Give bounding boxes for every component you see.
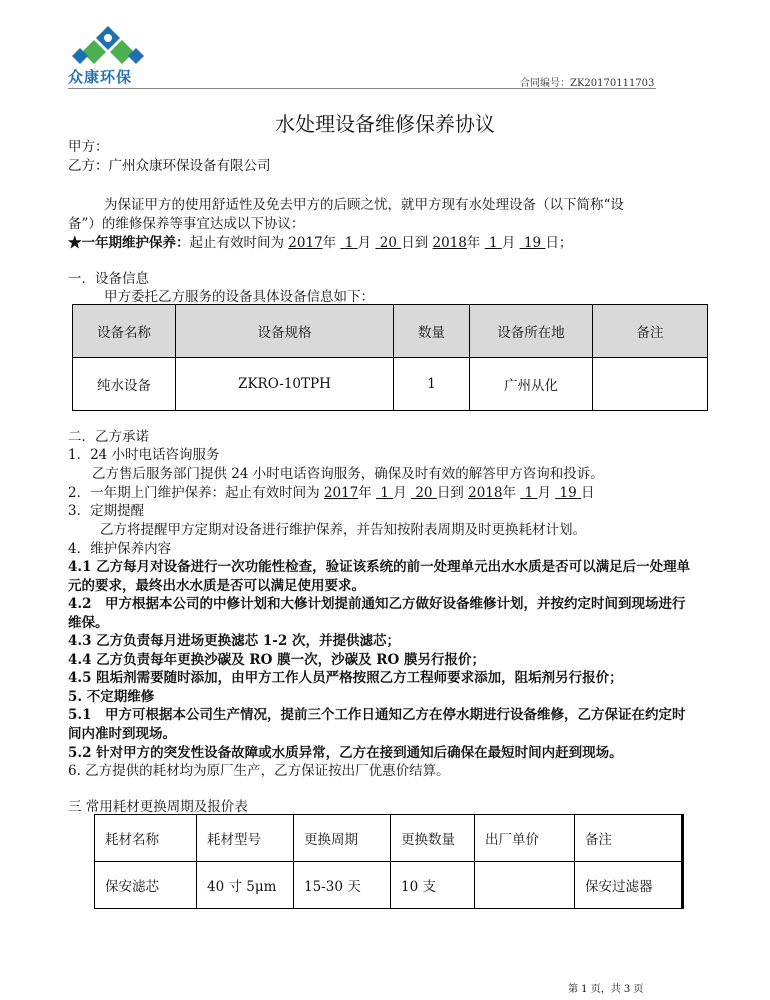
- table-cell: 保安滤芯: [95, 862, 197, 909]
- item-4: 4．维护保养内容: [68, 541, 172, 557]
- table-cell: 保安过滤器: [575, 862, 683, 909]
- item-1-desc: 乙方售后服务部门提供 24 小时电话咨询服务，确保及时有效的解答甲方咨询和投诉。: [92, 466, 604, 482]
- table-cell: 40 寸 5μm: [197, 862, 294, 909]
- table-cell: ZKRO-10TPH: [176, 358, 394, 411]
- logo-text: 众康环保: [68, 68, 133, 86]
- table-cell: [475, 862, 575, 909]
- item-2: 2．一年期上门维护保养：起止有效时间为 2017年 1 月 20 日到 2018年 1 月 19 日: [68, 485, 595, 501]
- document-title: 水处理设备维修保养协议: [275, 112, 495, 136]
- intro-para-1: 为保证甲方的使用舒适性及免去甲方的后顾之忧，就甲方现有水处理设备（以下简称“设: [104, 197, 624, 213]
- item-1: 1．24 小时电话咨询服务: [68, 447, 220, 463]
- table-cell: [593, 358, 708, 411]
- item-5-2: 5.2 针对甲方的突发性设备故障或水质异常，乙方在接到通知后确保在最短时间内赶到现场。: [68, 745, 623, 761]
- table-cell: 纯水设备: [73, 358, 176, 411]
- item-4-1: 4.1 乙方每月对设备进行一次功能性检查，验证该系统的前一处理单元出水水质是否可以满足后一处理单元的要求，最终出水水质是否可以满足使用要求。: [68, 559, 691, 594]
- table-cell: 1: [394, 358, 470, 411]
- table-row: [95, 862, 683, 909]
- table-header-row: [73, 305, 708, 358]
- table-header-cell: 设备所在地: [470, 305, 593, 358]
- table-row: [73, 358, 708, 411]
- item-6: 6. 乙方提供的耗材均为原厂生产，乙方保证按出厂优惠价结算。: [68, 763, 450, 779]
- header-divider: [68, 88, 656, 89]
- table-cell: 10 支: [391, 862, 475, 909]
- table-header-cell: 更换数量: [391, 815, 475, 862]
- party-b: 乙方：广州众康环保设备有限公司: [68, 158, 271, 174]
- item-4-2: 4.2 甲方根据本公司的中修计划和大修计划提前通知乙方做好设备维修计划，并按约定时间到现场进行维保。: [68, 596, 686, 631]
- item-4-5: 4.5 阻垢剂需要随时添加，由甲方工作人员严格按照乙方工程师要求添加，阻垢剂另行报价；: [68, 670, 623, 686]
- period-label: ★一年期维护保养：: [68, 235, 190, 251]
- item-3: 3．定期提醒: [68, 503, 145, 519]
- table-cell: 15-30 天: [294, 862, 391, 909]
- section-3-title: 三 常用耗材更换周期及报价表: [68, 799, 248, 815]
- service-period: ★一年期维护保养：起止有效时间为 2017年 1 月 20 日到 2018年 1 月 19 日；: [68, 235, 573, 251]
- consumables-table: [94, 814, 684, 909]
- item-4-4: 4.4 乙方负责每年更换沙碳及 RO 膜一次，沙碳及 RO 膜另行报价；: [68, 652, 485, 668]
- intro-para-2: 备”）的维修保养等事宜达成以下协议：: [68, 216, 305, 232]
- table-header-cell: 备注: [575, 815, 683, 862]
- page-number: 第 1 页，共 3 页: [568, 984, 644, 995]
- table-header-cell: 耗材名称: [95, 815, 197, 862]
- item-5: 5. 不定期维修: [68, 689, 155, 705]
- item-4-3: 4.3 乙方负责每月进场更换滤芯 1-2 次，并提供滤芯；: [68, 633, 400, 649]
- table-header-cell: 设备规格: [176, 305, 394, 358]
- table-header-row: [95, 815, 683, 862]
- table-header-cell: 出厂单价: [475, 815, 575, 862]
- party-a: 甲方：: [68, 139, 109, 155]
- table-header-cell: 设备名称: [73, 305, 176, 358]
- item-5-1: 5.1 甲方可根据本公司生产情况，提前三个工作日通知乙方在停水期进行设备维修，乙方保证在约定时间内准时到现场。: [68, 707, 686, 742]
- table-cell: 广州从化: [470, 358, 593, 411]
- section-1-desc: 甲方委托乙方服务的设备具体设备信息如下：: [104, 289, 374, 305]
- logo-mark-icon: [68, 22, 148, 67]
- contract-number: 合同编号：ZK20170111703: [520, 78, 655, 89]
- item-3-desc: 乙方将提醒甲方定期对设备进行维护保养，并告知按附表周期及时更换耗材计划。: [100, 522, 586, 538]
- table-header-cell: 备注: [593, 305, 708, 358]
- section-2-title: 二．乙方承诺: [68, 429, 149, 445]
- table-header-cell: 数量: [394, 305, 470, 358]
- table-header-cell: 更换周期: [294, 815, 391, 862]
- table-header-cell: 耗材型号: [197, 815, 294, 862]
- company-logo: [68, 22, 148, 67]
- equipment-table: [72, 304, 708, 411]
- section-1-title: 一．设备信息: [68, 271, 149, 287]
